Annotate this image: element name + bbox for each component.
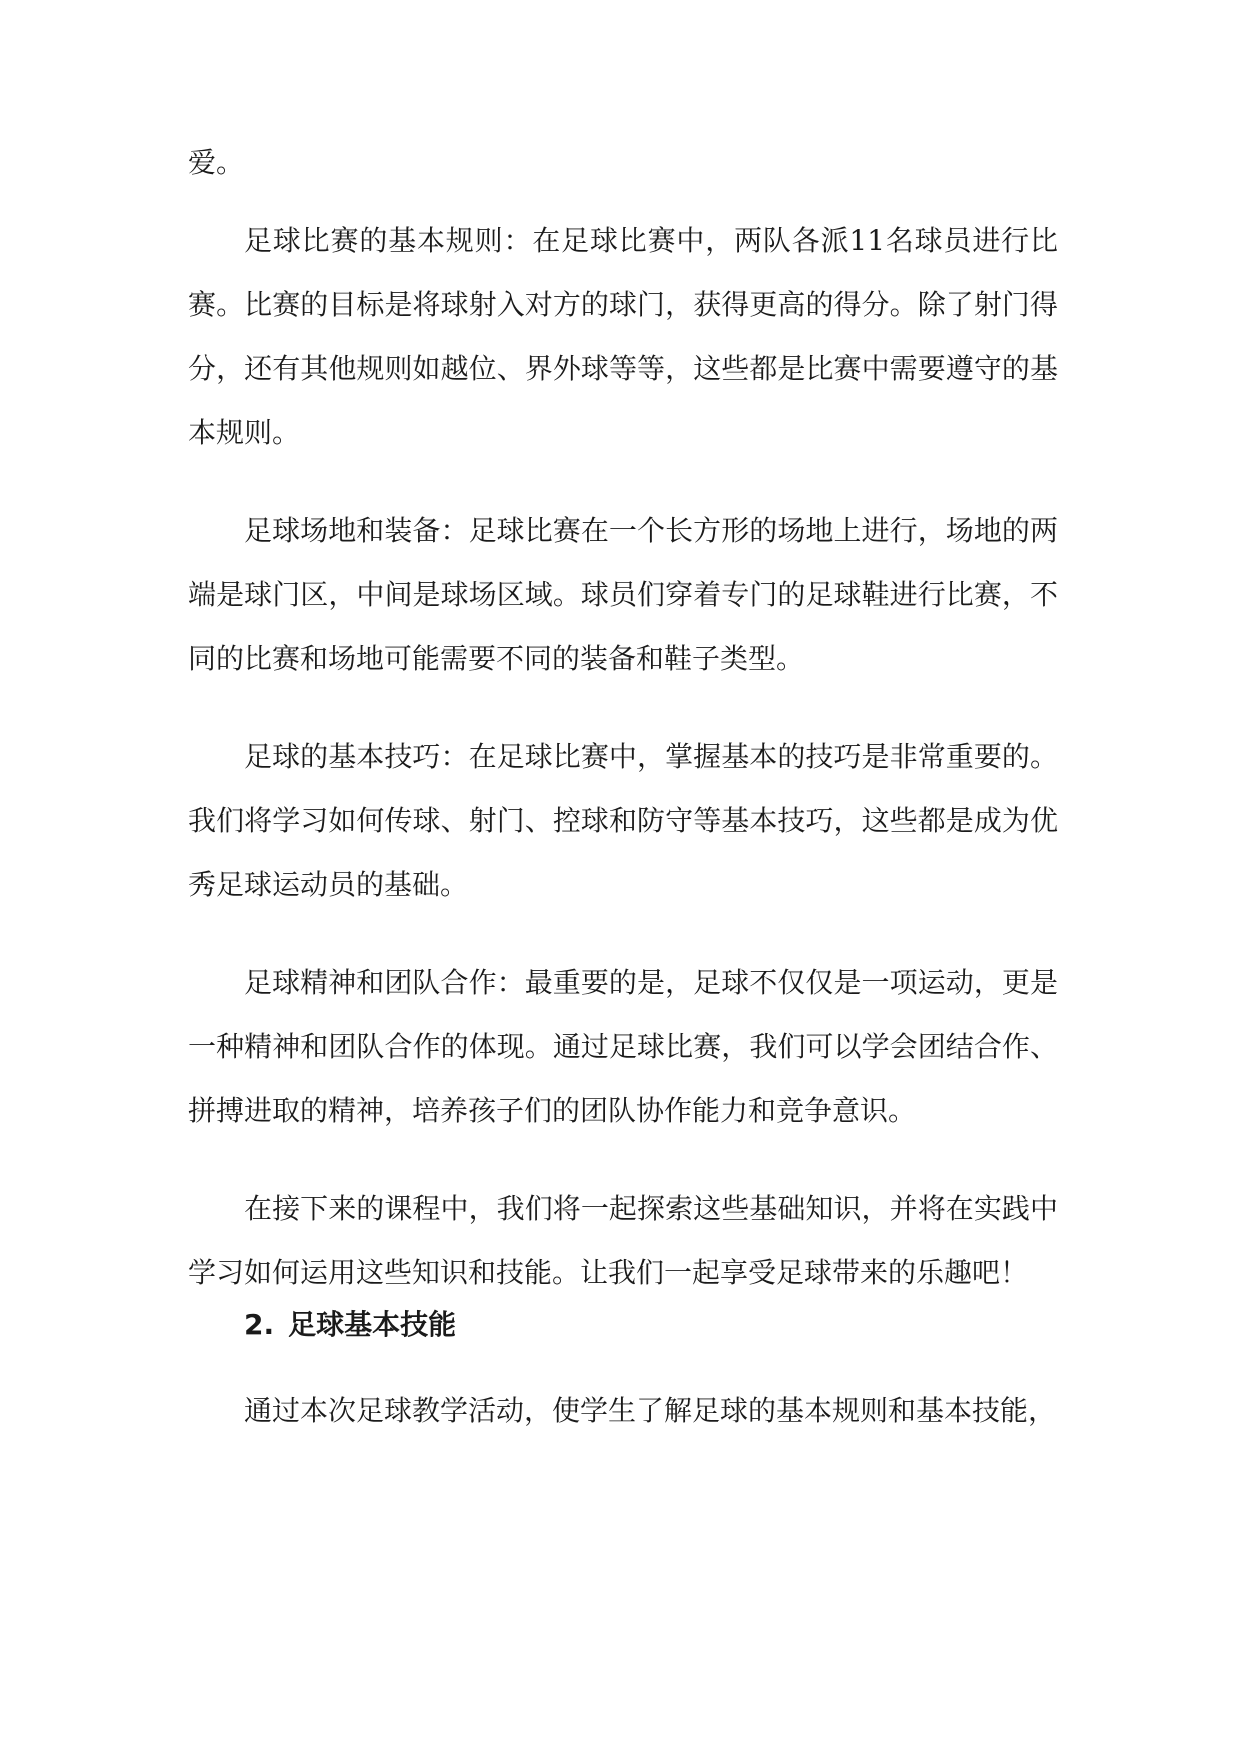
document-page — [188, 145, 1058, 1443]
paragraph-basic-skills: 足球的基本技巧：在足球比赛中，掌握基本的技巧是非常重要的。我们将学习如何传球、射门、控球和防守等基本技巧，这些都是成为优秀足球运动员的基础。 — [188, 740, 1058, 901]
section-title: 足球基本技能 — [288, 1308, 457, 1341]
continuation-line: 爱。 — [188, 146, 245, 179]
section-heading — [188, 1305, 1058, 1345]
paragraph-team-spirit: 足球精神和团队合作：最重要的是，足球不仅仅是一项运动，更是一种精神和团队合作的体现。通过足球比赛，我们可以学会团结合作、拼搏进取的精神，培养孩子们的团队协作能力和竞争意识。 — [188, 966, 1058, 1127]
paragraph-upcoming-course: 在接下来的课程中，我们将一起探索这些基础知识，并将在实践中学习如何运用这些知识和技能。让我们一起享受足球带来的乐趣吧！ — [188, 1192, 1058, 1289]
section-number: 2. — [244, 1308, 275, 1341]
paragraph-basic-rules: 足球比赛的基本规则：在足球比赛中，两队各派11名球员进行比赛。比赛的目标是将球射入对方的球门，获得更高的得分。除了射门得分，还有其他规则如越位、界外球等等，这些都是比赛中需要遵守的基本规则。 — [188, 224, 1058, 449]
paragraph-field-equipment: 足球场地和装备：足球比赛在一个长方形的场地上进行，场地的两端是球门区，中间是球场区域。球员们穿着专门的足球鞋进行比赛，不同的比赛和场地可能需要不同的装备和鞋子类型。 — [188, 514, 1058, 675]
paragraph-section-intro: 通过本次足球教学活动，使学生了解足球的基本规则和基本技能， — [244, 1394, 1057, 1427]
